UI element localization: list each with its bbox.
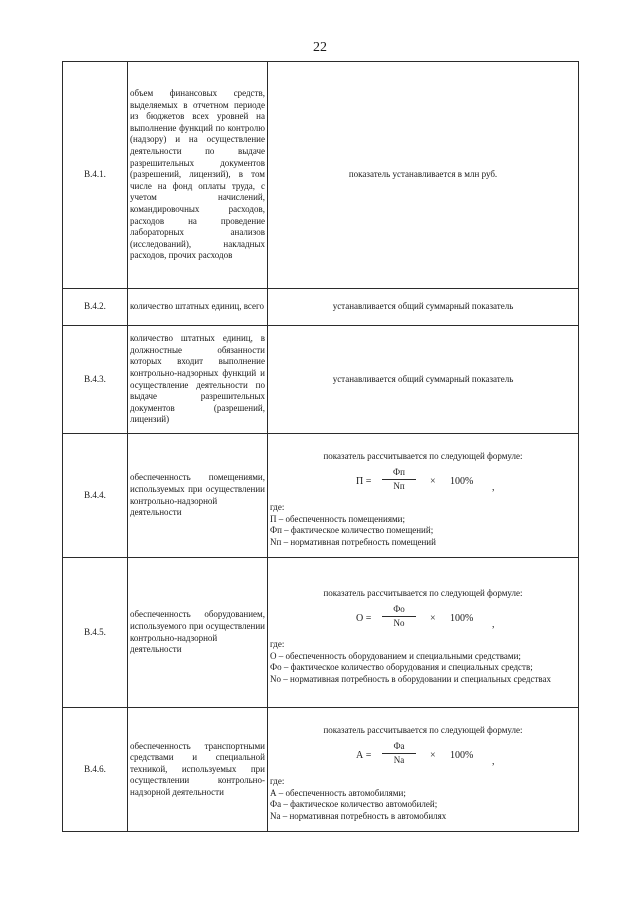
formula-definition: О – обеспеченность оборудованием и специальными средствами; (270, 650, 521, 661)
formula-where: где: (270, 639, 285, 650)
row-code: В.4.1. (63, 62, 128, 289)
row-description: обеспеченность помещениями, используемых при осуществлении контрольно-надзорной деятельности (128, 434, 268, 558)
table-row (63, 289, 579, 326)
formula-comma: , (492, 619, 495, 631)
row-code: В.4.5. (63, 558, 128, 708)
row-code: В.4.6. (63, 708, 128, 832)
formula-denominator: Nп (393, 481, 405, 492)
formula-where: где: (270, 502, 285, 513)
page-number: 22 (313, 40, 327, 55)
formula-denominator: Nа (393, 755, 405, 766)
table-row (63, 326, 579, 434)
row-code: В.4.4. (63, 434, 128, 558)
row-value: показатель устанавливается в млн руб. (268, 62, 579, 289)
formula-where: где: (270, 776, 285, 787)
formula-lhs: А = (356, 750, 372, 762)
formula-definition: Nп – нормативная потребность помещений (270, 536, 436, 547)
row-formula (268, 558, 579, 708)
formula-lhs: О = (356, 613, 372, 625)
formula-definition: Фа – фактическое количество автомобилей; (270, 799, 438, 810)
table-row (63, 708, 579, 832)
row-description: количество штатных единиц, всего (128, 289, 268, 326)
formula-definition: Фо – фактическое количество оборудования и специальных средств; (270, 662, 533, 673)
row-code: В.4.2. (63, 289, 128, 326)
formula-intro: показатель рассчитывается по следующей формуле: (323, 450, 523, 461)
formula-times: × (430, 750, 436, 762)
formula-times: × (430, 476, 436, 488)
formula-fraction (382, 466, 416, 492)
formula-definition: Nа – нормативная потребность в автомобилях (270, 810, 447, 821)
table-row (63, 434, 579, 558)
formula-comma: , (492, 482, 495, 494)
row-value: устанавливается общий суммарный показатель (268, 326, 579, 434)
formula-percent: 100% (450, 613, 474, 625)
table-row (63, 62, 579, 289)
formula-numerator: Фо (382, 603, 416, 617)
formula-fraction (382, 740, 416, 766)
row-description: обеспеченность транспортными средствами и специальной техникой, используемых при осуществлении контрольно-надзорной деятельности (128, 708, 268, 832)
row-code: В.4.3. (63, 326, 128, 434)
formula-denominator: Nо (393, 618, 405, 629)
formula-intro: показатель рассчитывается по следующей формуле: (323, 587, 523, 598)
row-description: количество штатных единиц, в должностные обязанности которых входит выполнение контрольно-надзорных функций и осуществление деятельности по выдаче разрешительных документов (разрешений, лицензий) (128, 326, 268, 434)
formula-expression (270, 462, 576, 502)
formula-definition: П – обеспеченность помещениями; (270, 513, 405, 524)
formula-percent: 100% (450, 750, 474, 762)
formula-numerator: Фа (382, 740, 416, 754)
row-description: объем финансовых средств, выделяемых в отчетном периоде из бюджетов всех уровней на выполнение функций по контролю (надзору) и на осуществление деятельности по выдаче разрешительных документов (разрешений, лицензий), в том числе на фонд оплаты труда, с учетом начислений, командировочных расходов, расходов на проведение лабораторных анализов (исследований), накладных расходов, прочих расходов (128, 62, 268, 289)
table-row (63, 558, 579, 708)
formula-expression (270, 736, 576, 776)
formula-intro: показатель рассчитывается по следующей формуле: (323, 724, 523, 735)
row-description: обеспеченность оборудованием, используемого при осуществлении контрольно-надзорной деятельности (128, 558, 268, 708)
formula-definition: Фп – фактическое количество помещений; (270, 525, 434, 536)
formula-definition: Nо – нормативная потребность в оборудовании и специальных средствах (270, 673, 551, 684)
row-value: устанавливается общий суммарный показатель (268, 289, 579, 326)
formula-lhs: П = (356, 476, 372, 488)
formula-definition: А – обеспеченность автомобилями; (270, 787, 406, 798)
indicators-table (62, 61, 579, 832)
formula-numerator: Фп (382, 466, 416, 480)
formula-comma: , (492, 756, 495, 768)
formula-percent: 100% (450, 476, 474, 488)
formula-times: × (430, 613, 436, 625)
row-formula (268, 434, 579, 558)
formula-fraction (382, 603, 416, 629)
row-formula (268, 708, 579, 832)
formula-expression (270, 599, 576, 639)
